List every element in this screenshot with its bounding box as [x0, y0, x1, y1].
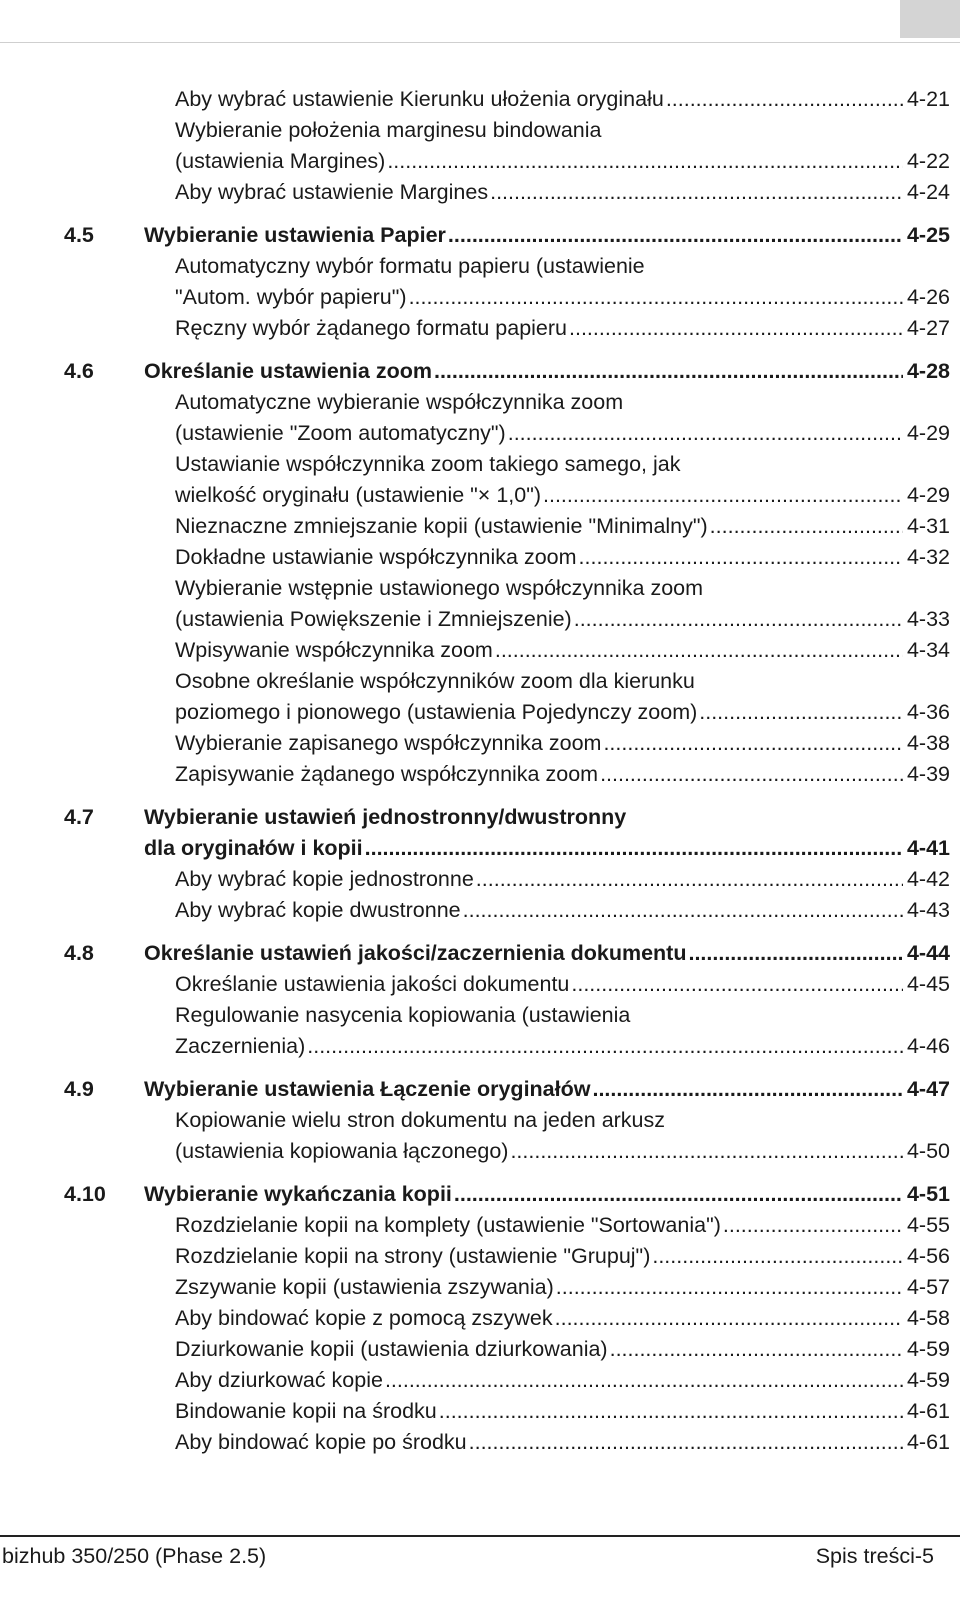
toc-entry-title: Dziurkowanie kopii (ustawienia dziurkowania) — [175, 1337, 608, 1361]
page-reference: 4-47 — [906, 1077, 950, 1101]
toc-entry-title: Aby wybrać kopie dwustronne — [175, 898, 461, 922]
toc-line — [175, 146, 950, 177]
toc-line — [175, 759, 950, 790]
dot-leader — [463, 895, 903, 926]
toc-line — [175, 697, 950, 728]
toc-entry-title: Wybieranie ustawienia Łączenie oryginałów — [144, 1077, 591, 1101]
toc-entry-title: Zapisywanie żądanego współczynnika zoom — [175, 762, 599, 786]
toc-entry[interactable] — [64, 635, 960, 666]
toc-entry-title: Określanie ustawienia jakości dokumentu — [175, 972, 570, 996]
page-reference: 4-36 — [906, 700, 950, 724]
toc-entry-title: Aby wybrać kopie jednostronne — [175, 867, 474, 891]
dot-leader — [469, 1427, 903, 1458]
toc-line — [175, 1105, 950, 1136]
dot-leader — [592, 1074, 902, 1105]
toc-line — [144, 220, 950, 251]
dot-leader — [409, 282, 903, 313]
toc-entry[interactable] — [64, 728, 960, 759]
toc-line — [175, 573, 950, 604]
table-of-contents — [64, 84, 960, 1458]
toc-entry-title: Wpisywanie współczynnika zoom — [175, 638, 493, 662]
toc-entry[interactable] — [64, 115, 960, 146]
page-reference: 4-22 — [906, 149, 950, 173]
toc-section-entry[interactable] — [64, 356, 960, 387]
dot-leader — [543, 480, 903, 511]
page-reference: 4-56 — [906, 1244, 950, 1268]
toc-section-entry[interactable] — [64, 220, 960, 251]
toc-entry-title: Wybieranie wykańczania kopii — [144, 1182, 452, 1206]
toc-entry-title: Automatyczne wybieranie współczynnika zoom — [175, 390, 624, 414]
dot-leader — [365, 833, 903, 864]
toc-entry-title: Aby wybrać ustawienie Kierunku ułożenia oryginału — [175, 87, 664, 111]
toc-section-entry[interactable] — [64, 833, 960, 864]
page-reference: 4-25 — [906, 223, 950, 247]
toc-line — [175, 1396, 950, 1427]
toc-line — [175, 666, 950, 697]
section-number: 4.10 — [64, 1182, 106, 1206]
toc-line — [175, 251, 950, 282]
toc-entry[interactable] — [64, 387, 960, 418]
toc-line — [175, 511, 950, 542]
toc-entry[interactable] — [64, 418, 960, 449]
page-reference: 4-59 — [906, 1337, 950, 1361]
page-reference: 4-42 — [906, 867, 950, 891]
dot-leader — [723, 1210, 903, 1241]
toc-entry-title: Automatyczny wybór formatu papieru (ustawienie — [175, 254, 645, 278]
toc-entry[interactable] — [64, 449, 960, 480]
toc-entry-title: "Autom. wybór papieru") — [175, 285, 407, 309]
page-reference: 4-21 — [906, 87, 950, 111]
toc-entry-title: Aby dziurkować kopie — [175, 1368, 383, 1392]
toc-entry-title: Określanie ustawień jakości/zaczernienia dokumentu — [144, 941, 687, 965]
toc-line — [175, 542, 950, 573]
page-reference: 4-33 — [906, 607, 950, 631]
toc-entry[interactable] — [64, 573, 960, 604]
dot-leader — [508, 418, 903, 449]
page-reference: 4-59 — [906, 1368, 950, 1392]
dot-leader — [710, 511, 903, 542]
toc-entry[interactable] — [64, 282, 960, 313]
toc-entry[interactable] — [64, 697, 960, 728]
toc-entry-title: (ustawienia kopiowania łączonego) — [175, 1139, 509, 1163]
toc-line — [144, 356, 950, 387]
dot-leader — [495, 635, 903, 666]
page-reference: 4-31 — [906, 514, 950, 538]
page-reference: 4-41 — [906, 836, 950, 860]
page-reference: 4-27 — [906, 316, 950, 340]
toc-entry-title: Rozdzielanie kopii na strony (ustawienie "Grupuj") — [175, 1244, 651, 1268]
dot-leader — [510, 1136, 903, 1167]
toc-entry-title: Aby bindować kopie z pomocą zszywek — [175, 1306, 553, 1330]
toc-section-entry[interactable] — [64, 938, 960, 969]
dot-leader — [688, 938, 902, 969]
page-reference: 4-29 — [906, 483, 950, 507]
toc-line — [175, 895, 950, 926]
toc-entry[interactable] — [64, 313, 960, 344]
toc-line — [175, 418, 950, 449]
page-reference: 4-34 — [906, 638, 950, 662]
page-reference: 4-26 — [906, 285, 950, 309]
dot-leader — [610, 1334, 903, 1365]
toc-entry-title: Wybieranie ustawień jednostronny/dwustronny — [144, 805, 627, 829]
toc-line — [175, 635, 950, 666]
toc-entry-title: Wybieranie ustawienia Papier — [144, 223, 446, 247]
toc-entry[interactable] — [64, 251, 960, 282]
toc-line — [175, 84, 950, 115]
page-reference: 4-32 — [906, 545, 950, 569]
section-number: 4.8 — [64, 941, 94, 965]
toc-line — [175, 864, 950, 895]
toc-entry-title: Zaczernienia) — [175, 1034, 306, 1058]
footer-page-number: Spis treści-5 — [815, 1544, 934, 1568]
page-reference: 4-44 — [906, 941, 950, 965]
toc-line — [144, 802, 950, 833]
toc-line — [175, 1334, 950, 1365]
toc-entry[interactable] — [64, 1031, 960, 1062]
toc-line — [175, 1136, 950, 1167]
toc-entry-title: Bindowanie kopii na środku — [175, 1399, 437, 1423]
toc-entry[interactable] — [64, 1241, 960, 1272]
toc-line — [175, 1303, 950, 1334]
dot-leader — [569, 313, 903, 344]
toc-entry-title: Ustawianie współczynnika zoom takiego samego, jak — [175, 452, 681, 476]
toc-entry[interactable] — [64, 1303, 960, 1334]
toc-entry[interactable] — [64, 969, 960, 1000]
dot-leader — [448, 220, 903, 251]
toc-entry-title: Aby wybrać ustawienie Margines — [175, 180, 489, 204]
toc-entry-title: (ustawienia Powiększenie i Zmniejszenie) — [175, 607, 572, 631]
toc-line — [175, 1031, 950, 1062]
toc-entry[interactable] — [64, 895, 960, 926]
toc-entry-title: Nieznaczne zmniejszanie kopii (ustawienie "Minimalny") — [175, 514, 708, 538]
toc-line — [175, 1210, 950, 1241]
dot-leader — [490, 177, 903, 208]
toc-entry[interactable] — [64, 480, 960, 511]
toc-entry-title: Wybieranie zapisanego współczynnika zoom — [175, 731, 602, 755]
toc-entry-title: Regulowanie nasycenia kopiowania (ustawienia — [175, 1003, 631, 1027]
toc-entry[interactable] — [64, 1334, 960, 1365]
dot-leader — [600, 759, 903, 790]
page-reference: 4-58 — [906, 1306, 950, 1330]
toc-line — [175, 282, 950, 313]
page-reference: 4-50 — [906, 1139, 950, 1163]
page-reference: 4-29 — [906, 421, 950, 445]
toc-line — [175, 177, 950, 208]
footer-rule — [0, 1535, 960, 1537]
dot-leader — [434, 356, 903, 387]
toc-entry-title: Kopiowanie wielu stron dokumentu na jeden arkusz — [175, 1108, 666, 1132]
footer-product-name: bizhub 350/250 (Phase 2.5) — [2, 1544, 267, 1568]
dot-leader — [385, 1365, 903, 1396]
dot-leader — [439, 1396, 903, 1427]
toc-entry-title: Dokładne ustawianie współczynnika zoom — [175, 545, 577, 569]
toc-line — [175, 728, 950, 759]
dot-leader — [699, 697, 903, 728]
dot-leader — [652, 1241, 903, 1272]
toc-entry-title: Określanie ustawienia zoom — [144, 359, 432, 383]
toc-line — [175, 1241, 950, 1272]
toc-entry-title: (ustawienie "Zoom automatyczny") — [175, 421, 506, 445]
toc-entry-title: wielkość oryginału (ustawienie "× 1,0") — [175, 483, 542, 507]
page-reference: 4-43 — [906, 898, 950, 922]
toc-line — [175, 1365, 950, 1396]
toc-entry[interactable] — [64, 604, 960, 635]
toc-entry-title: Rozdzielanie kopii na komplety (ustawienie "Sortowania") — [175, 1213, 721, 1237]
toc-entry[interactable] — [64, 1272, 960, 1303]
dot-leader — [387, 146, 903, 177]
toc-entry-title: poziomego i pionowego (ustawienia Pojedynczy zoom) — [175, 700, 698, 724]
toc-entry[interactable] — [64, 511, 960, 542]
dot-leader — [574, 604, 903, 635]
toc-entry-title: Wybieranie położenia marginesu bindowania — [175, 118, 602, 142]
toc-entry[interactable] — [64, 1365, 960, 1396]
dot-leader — [603, 728, 903, 759]
section-number: 4.7 — [64, 805, 94, 829]
toc-entry-title: Ręczny wybór żądanego formatu papieru — [175, 316, 567, 340]
page-reference: 4-61 — [906, 1430, 950, 1454]
toc-entry-title: Aby bindować kopie po środku — [175, 1430, 467, 1454]
toc-section-entry[interactable] — [64, 802, 960, 833]
page-reference: 4-55 — [906, 1213, 950, 1237]
page-reference: 4-57 — [906, 1275, 950, 1299]
toc-line — [144, 938, 950, 969]
dot-leader — [556, 1272, 903, 1303]
toc-line — [175, 387, 950, 418]
toc-entry[interactable] — [64, 177, 960, 208]
dot-leader — [666, 84, 903, 115]
toc-line — [175, 115, 950, 146]
page-reference: 4-38 — [906, 731, 950, 755]
toc-line — [144, 833, 950, 864]
page-reference: 4-24 — [906, 180, 950, 204]
section-number: 4.9 — [64, 1077, 94, 1101]
dot-leader — [579, 542, 903, 573]
header-rule — [0, 42, 960, 43]
page-reference: 4-46 — [906, 1034, 950, 1058]
toc-line — [175, 1000, 950, 1031]
page-reference: 4-28 — [906, 359, 950, 383]
toc-entry[interactable] — [64, 1000, 960, 1031]
toc-line — [175, 1272, 950, 1303]
toc-entry[interactable] — [64, 1105, 960, 1136]
toc-entry[interactable] — [64, 759, 960, 790]
toc-line — [144, 1179, 950, 1210]
toc-entry[interactable] — [64, 542, 960, 573]
dot-leader — [476, 864, 903, 895]
corner-tab — [900, 0, 960, 38]
toc-entry[interactable] — [64, 1427, 960, 1458]
toc-entry[interactable] — [64, 84, 960, 115]
dot-leader — [555, 1303, 903, 1334]
toc-entry-title: Osobne określanie współczynników zoom dla kierunku — [175, 669, 695, 693]
page-reference: 4-39 — [906, 762, 950, 786]
toc-entry[interactable] — [64, 146, 960, 177]
page-reference: 4-45 — [906, 972, 950, 996]
toc-entry[interactable] — [64, 1396, 960, 1427]
toc-entry[interactable] — [64, 1210, 960, 1241]
toc-entry-title: Zszywanie kopii (ustawienia zszywania) — [175, 1275, 554, 1299]
toc-line — [175, 480, 950, 511]
toc-entry-title: (ustawienia Margines) — [175, 149, 386, 173]
toc-line — [144, 1074, 950, 1105]
toc-section-entry[interactable] — [64, 1074, 960, 1105]
toc-entry[interactable] — [64, 864, 960, 895]
dot-leader — [307, 1031, 903, 1062]
toc-section-entry[interactable] — [64, 1179, 960, 1210]
toc-line — [175, 969, 950, 1000]
toc-line — [175, 604, 950, 635]
toc-entry[interactable] — [64, 1136, 960, 1167]
toc-line — [175, 449, 950, 480]
page-reference: 4-51 — [906, 1182, 950, 1206]
toc-line — [175, 1427, 950, 1458]
toc-line — [175, 313, 950, 344]
section-number: 4.6 — [64, 359, 94, 383]
toc-entry-title: Wybieranie wstępnie ustawionego współczynnika zoom — [175, 576, 704, 600]
dot-leader — [571, 969, 903, 1000]
toc-entry-title: dla oryginałów i kopii — [144, 836, 363, 860]
dot-leader — [454, 1179, 903, 1210]
section-number: 4.5 — [64, 223, 94, 247]
page-reference: 4-61 — [906, 1399, 950, 1423]
toc-entry[interactable] — [64, 666, 960, 697]
